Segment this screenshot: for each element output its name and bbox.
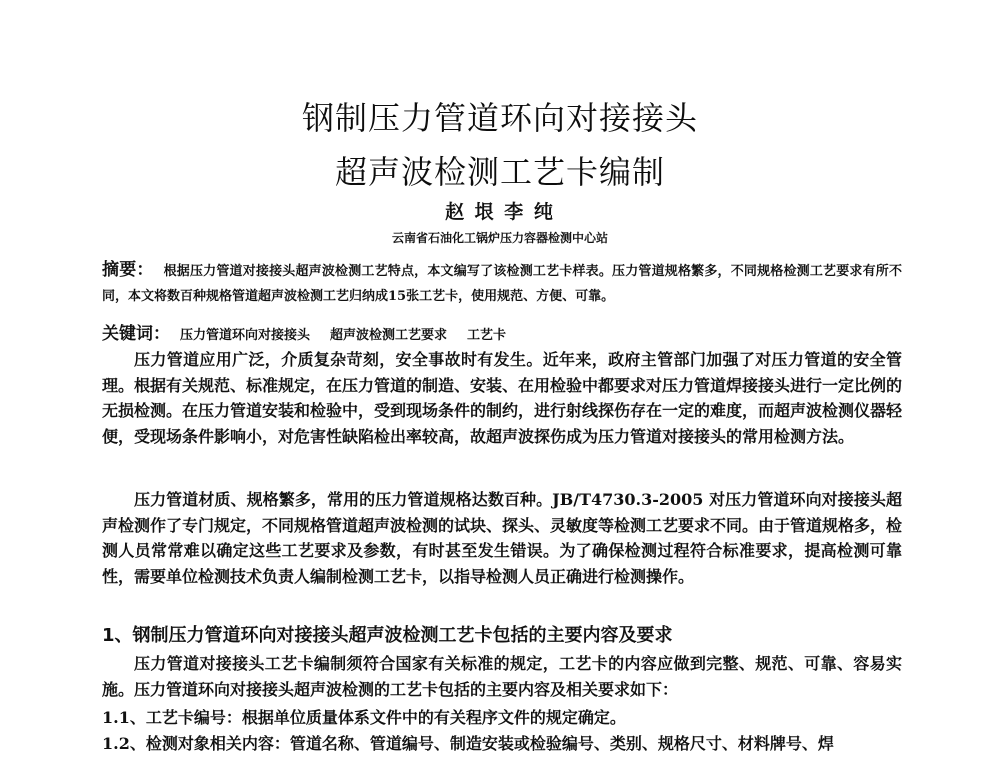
body-paragraph-2: 压力管道材质、规格繁多，常用的压力管道规格达数百种。JB/T4730.3-2005 对压力管道环向对接接头超声检测作了专门规定，不同规格管道超声波检测的试块、探头、灵敏度等检测工艺要求不同。由于管道规格多，检测人员常常难以确定这些工艺要求及参数，有时甚至发生错误。为了确保检测过程符合标准要求，提高检测可靠性，需要单位检测技术负责人编制检测工艺卡，以指导检测人员正确进行检测操作。 <box>102 490 903 586</box>
title-line-1: 钢制压力管道环向对接接头 <box>301 99 698 137</box>
abstract-text: 根据压力管道对接接头超声波检测工艺特点，本文编写了该检测工艺卡样表。压力管道规格繁多，不同规格检测工艺要求有所不同，本文将数百种规格管道超声波检测工艺归纳成15张工艺卡，使用规范、方便、可靠。 <box>102 264 902 304</box>
title-line-2: 超声波检测工艺卡编制 <box>334 153 665 191</box>
abstract <box>102 258 902 309</box>
abstract-label: 摘要： <box>102 260 154 280</box>
keywords <box>102 322 902 348</box>
section-1-item-2: 1.2、检测对象相关内容：管道名称、管道编号、制造安装或检验编号、类别、规格尺寸、材料牌号、焊 <box>102 734 834 753</box>
keyword-item: 工艺卡 <box>467 328 507 343</box>
keyword-item: 压力管道环向对接接头 <box>180 328 311 343</box>
keyword-item: 超声波检测工艺要求 <box>330 328 448 343</box>
affiliation: 云南省石油化工锅炉压力容器检测中心站 <box>391 231 608 245</box>
section-1-paragraph: 压力管道对接接头工艺卡编制须符合国家有关标准的规定，工艺卡的内容应做到完整、规范、可靠、容易实施。压力管道环向对接接头超声波检测的工艺卡包括的主要内容及相关要求如下： <box>102 654 902 699</box>
authors: 赵 垠 李 纯 <box>445 201 555 223</box>
body-paragraph-1: 压力管道应用广泛，介质复杂苛刻，安全事故时有发生。近年来，政府主管部门加强了对压力管道的安全管理。根据有关规范、标准规定，在压力管道的制造、安装、在用检验中都要求对压力管道焊接接头进行一定比例的无损检测。在压力管道安装和检验中，受到现场条件的制约，进行射线探伤存在一定的难度，而超声波检测仪器轻便，受现场条件影响小，对危害性缺陷检出率较高，故超声波探伤成为压力管道对接接头的常用检测方法。 <box>102 350 903 446</box>
keywords-label: 关键词： <box>102 324 170 344</box>
section-1-item-1: 1.1、工艺卡编号：根据单位质量体系文件中的有关程序文件的规定确定。 <box>102 708 626 727</box>
section-1-heading: 1、钢制压力管道环向对接接头超声波检测工艺卡包括的主要内容及要求 <box>102 625 673 646</box>
